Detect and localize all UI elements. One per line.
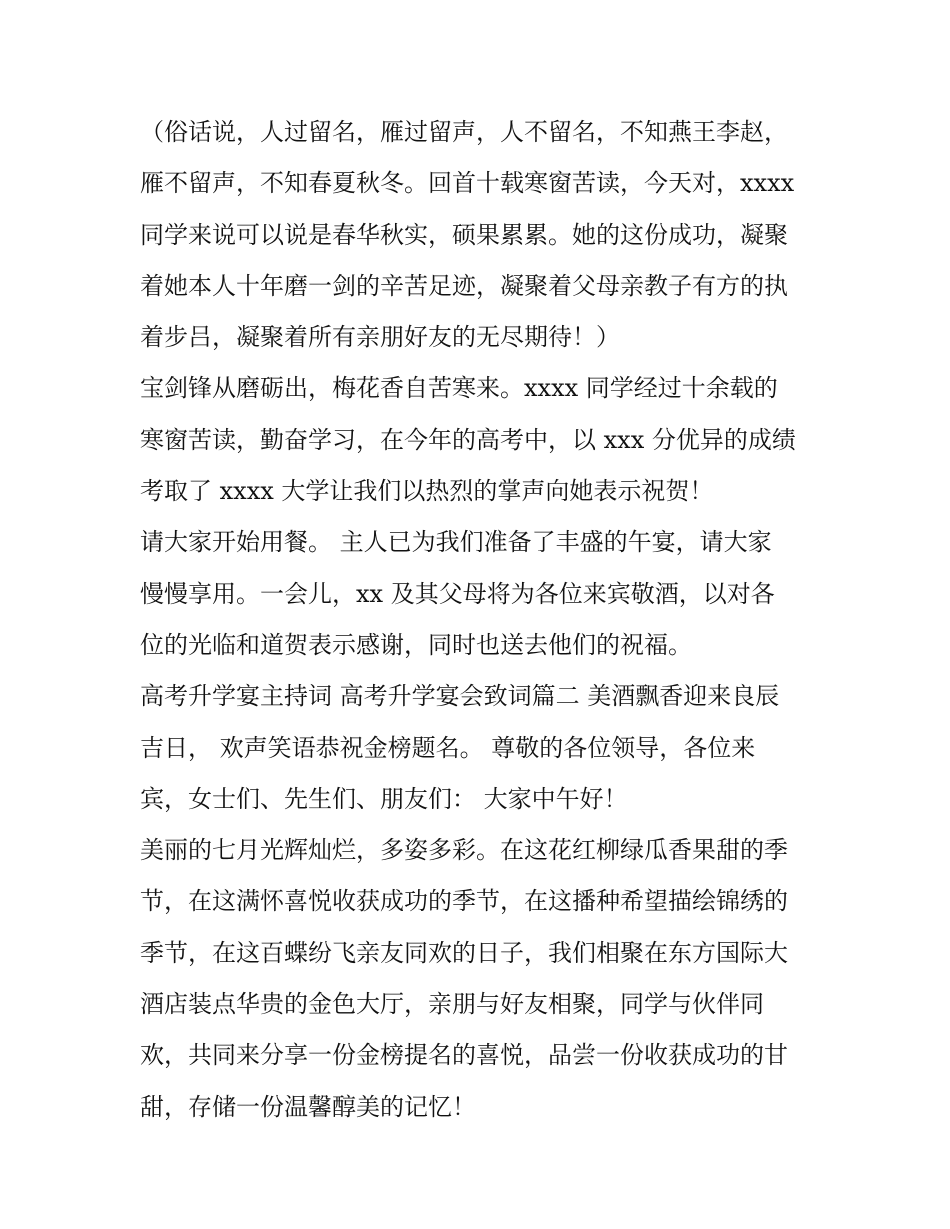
text-line: 雁不留声，不知春夏秋冬。回首十载寒窗苦读，今天对，xxxx (140, 169, 795, 198)
text-line: 宾，女士们、先生们、朋友们： 大家中午好！ (140, 784, 628, 813)
text-line: 高考升学宴主持词 高考升学宴会致词篇二 美酒飘香迎来良辰 (140, 682, 780, 711)
text-line: 考取了 xxxx 大学让我们以热烈的掌声向她表示祝贺！ (140, 477, 714, 506)
text-line: 节，在这满怀喜悦收获成功的季节，在这播种希望描绘锦绣的 (140, 887, 788, 916)
text-line: 宝剑锋从磨砺出，梅花香自苦寒来。xxxx 同学经过十余载的 (140, 374, 778, 403)
text-line: 着她本人十年磨一剑的辛苦足迹，凝聚着父母亲教子有方的执 (140, 271, 788, 300)
text-line: （俗话说，人过留名，雁过留声，人不留名，不知燕王李赵， (140, 118, 788, 146)
text-line: 吉日， 欢声笑语恭祝金榜题名。 尊敬的各位领导，各位来 (140, 733, 756, 762)
text-line: 寒窗苦读，勤奋学习，在今年的高考中，以 xxx 分优异的成绩 (140, 425, 796, 454)
text-line: 甜，存储一份温馨醇美的记忆！ (140, 1092, 476, 1121)
text-line: 着步吕，凝聚着所有亲朋好友的无尽期待！） (140, 323, 620, 352)
text-line: 同学来说可以说是春华秋实，硕果累累。她的这份成功，凝聚 (140, 220, 788, 249)
text-line: 位的光临和道贺表示感谢，同时也送去他们的祝福。 (140, 630, 692, 659)
document-body (140, 107, 820, 1133)
text-line: 季节，在这百蝶纷飞亲友同欢的日子，我们相聚在东方国际大 (140, 938, 788, 967)
text-line: 请大家开始用餐。 主人已为我们准备了丰盛的午宴，请大家 (140, 528, 772, 557)
text-line: 酒店装点华贵的金色大厅，亲朋与好友相聚，同学与伙伴同 (140, 990, 764, 1019)
text-line: 美丽的七月光辉灿烂，多姿多彩。在这花红柳绿瓜香果甜的季 (140, 836, 788, 865)
text-line: 慢慢享用。一会儿，xx 及其父母将为各位来宾敬酒，以对各 (140, 579, 775, 608)
text-line: 欢，共同来分享一份金榜提名的喜悦，品尝一份收获成功的甘 (140, 1041, 788, 1070)
